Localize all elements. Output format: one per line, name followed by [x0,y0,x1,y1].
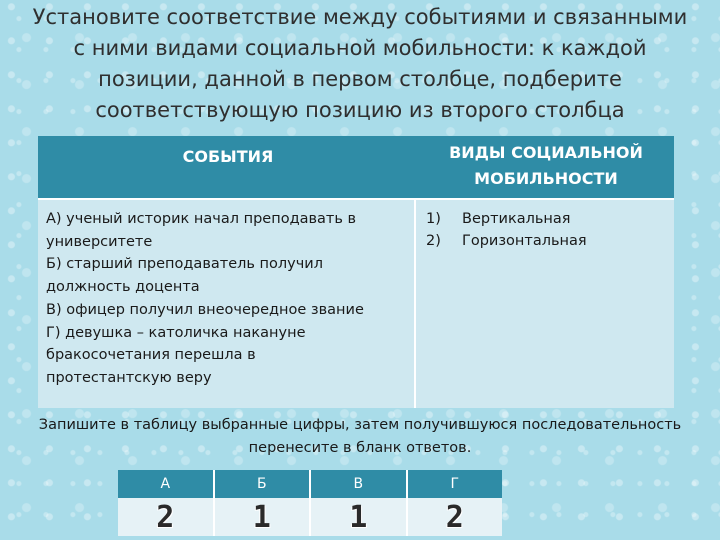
answer-header-a: А [118,470,215,498]
event-line: Г) девушка – католичка накануне [46,324,306,341]
event-line: Б) старший преподаватель получил [46,256,323,273]
event-line: В) офицер получил внеочередное звание [46,301,364,318]
title-line: позиции, данной в первом столбце, подберите [98,67,622,91]
answer-value-a[interactable]: 2 [118,498,215,536]
event-line: бракосочетания перешла в [46,347,256,364]
mobility-header-line: ВИДЫ СОЦИАЛЬНОЙ [449,143,643,162]
answer-value-b[interactable]: 1 [215,498,312,536]
task-title [0,2,720,126]
mobility-item [426,208,674,230]
answer-value-g[interactable]: 2 [445,500,464,535]
title-line: с ними видами социальной мобильности: к каждой [73,36,647,60]
instruction-text [0,414,720,460]
event-line: должность доцента [46,279,200,296]
events-list [38,200,416,408]
instruction-line: Запишите в таблицу выбранные цифры, затем получившуюся последовательность [38,417,682,433]
mobility-label: Горизонтальная [462,233,587,249]
title-line: Установите соответствие между событиями и связанными [32,5,688,29]
event-line: А) ученый историк начал преподавать в [46,211,357,227]
event-line: университете [46,233,153,250]
instruction-line: перенесите в бланк ответов. [248,440,472,456]
answer-header-v: В [311,470,408,498]
mobility-header [418,136,674,198]
answer-header-row [118,470,502,498]
mobility-header-line: МОБИЛЬНОСТИ [474,169,618,188]
mobility-number: 2) [426,233,441,249]
answer-value-row [118,498,502,536]
events-header: СОБЫТИЯ [182,147,274,166]
mobility-list [416,200,674,408]
title-line: соответствующую позицию из второго столбца [95,98,625,122]
answer-value-v[interactable]: 1 [311,498,408,536]
answer-header-b: Б [215,470,312,498]
mobility-item [426,230,674,252]
matching-table-body [38,198,674,408]
matching-table-header [38,136,674,198]
answer-header-g: Г [450,476,460,492]
mobility-label: Вертикальная [462,211,571,227]
answer-table [118,470,502,536]
event-line: протестантскую веру [46,369,212,386]
mobility-number: 1) [426,211,441,227]
